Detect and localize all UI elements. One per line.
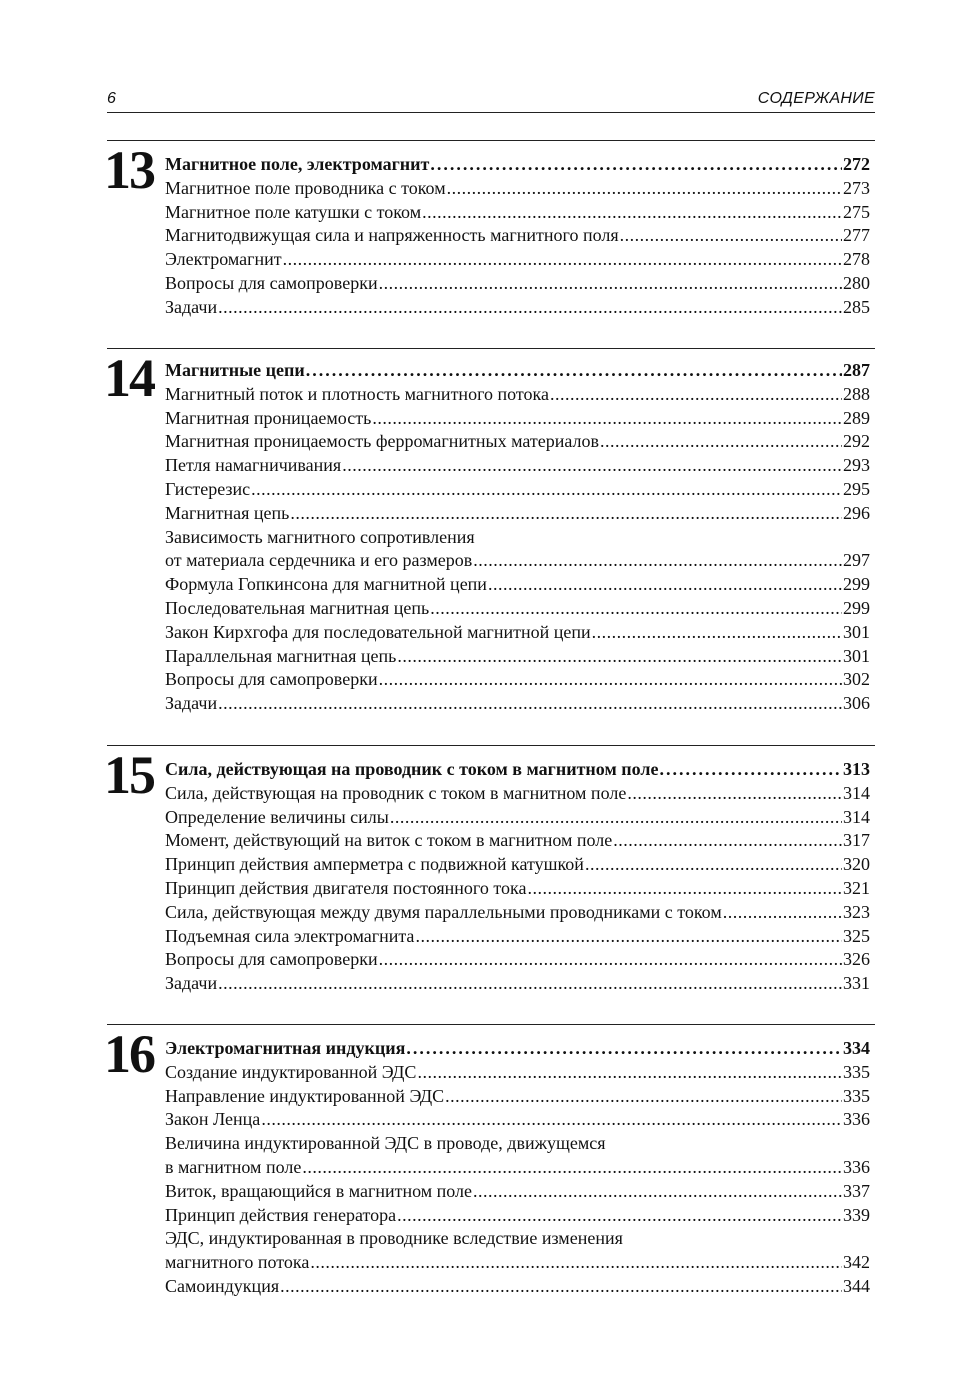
toc-entry[interactable] — [165, 877, 870, 901]
chapter-13 — [104, 140, 875, 326]
dot-leader — [218, 296, 842, 320]
entry-page-number: 325 — [843, 925, 870, 946]
toc-entry[interactable] — [165, 782, 870, 806]
dot-leader — [627, 782, 842, 806]
toc-entry[interactable] — [165, 177, 870, 201]
entry-page-number: 292 — [843, 431, 870, 452]
toc-entry[interactable] — [165, 1251, 870, 1275]
entry-title: Подъемная сила электромагнита — [165, 925, 415, 946]
entry-page-number: 344 — [843, 1275, 870, 1296]
entry-title: Магнитные цепи — [165, 360, 305, 380]
toc-entries — [165, 758, 870, 996]
toc-entry[interactable] — [165, 829, 870, 853]
dot-leader — [659, 758, 842, 782]
dot-leader — [592, 621, 842, 645]
toc-entry[interactable] — [165, 478, 870, 502]
entry-title: Параллельная магнитная цепь — [165, 645, 397, 666]
entry-title: Принцип действия двигателя постоянного тока — [165, 877, 527, 898]
dot-leader — [397, 1204, 842, 1228]
toc-entries — [165, 153, 870, 320]
chapter-number: 13 — [104, 140, 154, 200]
dot-leader — [306, 359, 842, 383]
entry-page-number: 314 — [843, 806, 870, 827]
dot-leader — [447, 177, 842, 201]
page-number: 6 — [107, 90, 116, 107]
entry-page-number: 321 — [843, 877, 870, 898]
entry-page-number: 288 — [843, 383, 870, 404]
entry-page-number: 289 — [843, 407, 870, 428]
dot-leader — [302, 1156, 842, 1180]
toc-entry[interactable] — [165, 1180, 870, 1204]
chapter-title-entry[interactable] — [165, 1037, 870, 1061]
entry-page-number: 306 — [843, 693, 870, 714]
entry-title: Магнитная цепь — [165, 502, 290, 523]
entry-title: Вопросы для самопроверки — [165, 272, 378, 293]
chapter-title-entry[interactable] — [165, 153, 870, 177]
entry-title: Закон Ленца — [165, 1109, 261, 1130]
toc-entry[interactable] — [165, 454, 870, 478]
entry-title: Магнитный поток и плотность магнитного потока — [165, 383, 549, 404]
entry-title: Магнитное поле, электромагнит — [165, 154, 430, 174]
toc-entry[interactable] — [165, 201, 870, 225]
toc-entry[interactable] — [165, 668, 870, 692]
dot-leader — [218, 692, 842, 716]
dot-leader — [372, 407, 842, 431]
dot-leader — [283, 248, 842, 272]
entry-page-number: 275 — [843, 201, 870, 222]
entry-title: Зависимость магнитного сопротивления — [165, 526, 475, 547]
entry-page-number: 335 — [843, 1085, 870, 1106]
dot-leader — [585, 853, 842, 877]
running-title: СОДЕРЖАНИЕ — [757, 90, 875, 107]
dot-leader — [379, 948, 842, 972]
entry-page-number: 280 — [843, 272, 870, 293]
toc-entry[interactable] — [165, 248, 870, 272]
toc-entry[interactable] — [165, 430, 870, 454]
dot-leader — [406, 1037, 842, 1061]
entry-title: магнитного потока — [165, 1252, 310, 1273]
entry-page-number: 317 — [843, 830, 870, 851]
dot-leader — [473, 549, 842, 573]
toc-entry[interactable] — [165, 1227, 870, 1251]
entry-page-number: 320 — [843, 854, 870, 875]
entry-page-number: 336 — [843, 1156, 870, 1177]
entry-title: Магнитное поле проводника с током — [165, 177, 446, 198]
entry-title: Принцип действия амперметра с подвижной катушкой — [165, 854, 584, 875]
entry-page-number: 326 — [843, 949, 870, 970]
entry-title: Задачи — [165, 973, 218, 994]
entry-page-number: 313 — [843, 759, 870, 779]
entry-page-number: 337 — [843, 1180, 870, 1201]
entry-page-number: 336 — [843, 1109, 870, 1130]
entry-title: Магнитное поле катушки с током — [165, 201, 422, 222]
entry-title: Магнитная проницаемость ферромагнитных материалов — [165, 431, 600, 452]
toc-entry[interactable] — [165, 1061, 870, 1085]
toc-entry[interactable] — [165, 597, 870, 621]
dot-leader — [290, 502, 842, 526]
entry-title: Момент, действующий на виток с током в магнитном поле — [165, 830, 613, 851]
entry-title: Создание индуктированной ЭДС — [165, 1061, 417, 1082]
chapter-number: 15 — [104, 745, 154, 805]
entry-page-number: 314 — [843, 782, 870, 803]
entry-page-number: 296 — [843, 502, 870, 523]
entry-page-number: 278 — [843, 249, 870, 270]
dot-leader — [379, 272, 842, 296]
dot-leader — [310, 1251, 842, 1275]
entry-title: Самоиндукция — [165, 1275, 280, 1296]
toc-entry[interactable] — [165, 692, 870, 716]
dot-leader — [280, 1275, 842, 1299]
toc-entry[interactable] — [165, 1132, 870, 1156]
entry-page-number: 331 — [843, 973, 870, 994]
dot-leader — [397, 645, 842, 669]
toc-entry[interactable] — [165, 621, 870, 645]
chapter-number: 14 — [104, 348, 154, 408]
entry-page-number: 295 — [843, 478, 870, 499]
toc-entry[interactable] — [165, 573, 870, 597]
toc-entry[interactable] — [165, 383, 870, 407]
entry-page-number: 277 — [843, 225, 870, 246]
toc-entry[interactable] — [165, 1275, 870, 1299]
toc-entry[interactable] — [165, 1108, 870, 1132]
entry-page-number: 339 — [843, 1204, 870, 1225]
chapter-title-entry[interactable] — [165, 758, 870, 782]
entry-page-number: 273 — [843, 177, 870, 198]
entry-page-number: 301 — [843, 645, 870, 666]
entry-title: Вопросы для самопроверки — [165, 669, 378, 690]
dot-leader — [430, 153, 842, 177]
entry-page-number: 287 — [843, 360, 870, 380]
entry-title: Магнитодвижущая сила и напряженность магнитного поля — [165, 225, 619, 246]
entry-page-number: 335 — [843, 1061, 870, 1082]
toc-entry[interactable] — [165, 972, 870, 996]
chapter-title-entry[interactable] — [165, 359, 870, 383]
dot-leader — [379, 668, 842, 692]
dot-leader — [600, 430, 842, 454]
dot-leader — [422, 201, 842, 225]
entry-page-number: 293 — [843, 455, 870, 476]
entry-title: ЭДС, индуктированная в проводнике вследствие изменения — [165, 1228, 623, 1249]
dot-leader — [613, 829, 842, 853]
toc-entry[interactable] — [165, 272, 870, 296]
entry-title: Задачи — [165, 693, 218, 714]
chapter-16 — [104, 1024, 875, 1305]
entry-page-number: 299 — [843, 597, 870, 618]
dot-leader — [445, 1085, 842, 1109]
toc-entry[interactable] — [165, 645, 870, 669]
entry-page-number: 272 — [843, 154, 870, 174]
dot-leader — [261, 1108, 842, 1132]
toc-entry[interactable] — [165, 806, 870, 830]
entry-title: Величина индуктированной ЭДС в проводе, движущемся — [165, 1133, 606, 1154]
entry-page-number: 299 — [843, 574, 870, 595]
toc-entry[interactable] — [165, 901, 870, 925]
chapter-number: 16 — [104, 1024, 154, 1084]
entry-page-number: 302 — [843, 669, 870, 690]
entry-title: Направление индуктированной ЭДС — [165, 1085, 445, 1106]
toc-entry[interactable] — [165, 1204, 870, 1228]
dot-leader — [527, 877, 842, 901]
toc-entry[interactable] — [165, 925, 870, 949]
toc-entry[interactable] — [165, 224, 870, 248]
running-header — [107, 86, 875, 113]
entry-title: от материала сердечника и его размеров — [165, 550, 473, 571]
entry-title: Закон Кирхгофа для последовательной магнитной цепи — [165, 621, 591, 642]
entry-title: Сила, действующая на проводник с током в магнитном поле — [165, 759, 659, 779]
dot-leader — [218, 972, 842, 996]
entry-title: Определение величины силы — [165, 806, 389, 827]
toc-entry[interactable] — [165, 549, 870, 573]
dot-leader — [473, 1180, 842, 1204]
entry-page-number: 334 — [843, 1038, 870, 1058]
toc-entry[interactable] — [165, 1085, 870, 1109]
toc-entry[interactable] — [165, 296, 870, 320]
entry-page-number: 301 — [843, 621, 870, 642]
entry-title: Электромагнитная индукция — [165, 1038, 406, 1058]
dot-leader — [417, 1061, 842, 1085]
dot-leader — [488, 573, 842, 597]
entry-title: Виток, вращающийся в магнитном поле — [165, 1180, 473, 1201]
dot-leader — [723, 901, 842, 925]
entry-title: Формула Гопкинсона для магнитной цепи — [165, 574, 487, 595]
entry-title: Принцип действия генератора — [165, 1204, 397, 1225]
dot-leader — [342, 454, 842, 478]
chapter-15 — [104, 745, 875, 1006]
chapter-14 — [104, 348, 875, 729]
entry-title: Вопросы для самопроверки — [165, 949, 378, 970]
entry-title: Последовательная магнитная цепь — [165, 597, 430, 618]
entry-title: Электромагнит — [165, 249, 282, 270]
entry-title: Магнитная проницаемость — [165, 407, 372, 428]
toc-entry[interactable] — [165, 407, 870, 431]
entry-title: Сила, действующая между двумя параллельными проводниками с током — [165, 901, 722, 922]
entry-title: Сила, действующая на проводник с током в магнитном поле — [165, 782, 627, 803]
entry-page-number: 297 — [843, 550, 870, 571]
entry-title: Задачи — [165, 296, 218, 317]
toc-entries — [165, 359, 870, 716]
dot-leader — [251, 478, 842, 502]
toc-entry[interactable] — [165, 502, 870, 526]
dot-leader — [620, 224, 842, 248]
toc-entry[interactable] — [165, 853, 870, 877]
dot-leader — [415, 925, 842, 949]
entry-title: Гистерезис — [165, 478, 251, 499]
entry-title: Петля намагничивания — [165, 455, 342, 476]
entry-page-number: 342 — [843, 1252, 870, 1273]
dot-leader — [550, 383, 842, 407]
dot-leader — [430, 597, 842, 621]
toc-entry[interactable] — [165, 1156, 870, 1180]
entry-title: в магнитном поле — [165, 1156, 302, 1177]
toc-entry[interactable] — [165, 948, 870, 972]
dot-leader — [390, 806, 842, 830]
entry-page-number: 285 — [843, 296, 870, 317]
entry-page-number: 323 — [843, 901, 870, 922]
toc-entry[interactable] — [165, 526, 870, 550]
toc-entries — [165, 1037, 870, 1299]
